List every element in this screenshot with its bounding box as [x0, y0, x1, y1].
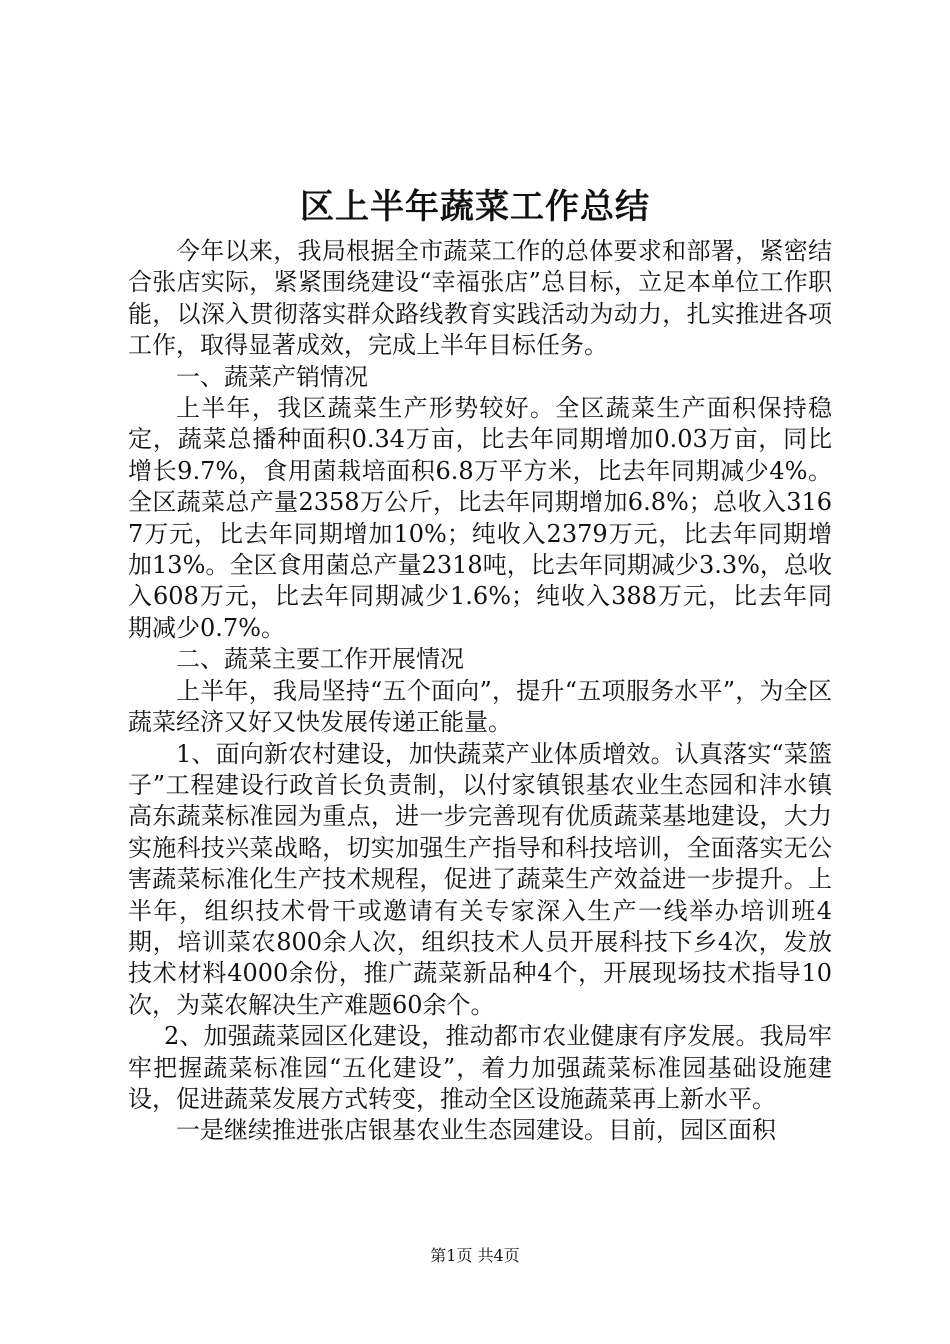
page-footer: 第1页 共4页 — [430, 1246, 520, 1265]
intro-paragraph: 今年以来，我局根据全市蔬菜工作的总体要求和部署，紧密结合张店实际，紧紧围绕建设“幸福张店”总目标，立足本单位工作职能，以深入贯彻落实群众路线教育实践活动为动力，扎实推进各项工作，取得显著成效，完成上半年目标任务。 — [128, 237, 832, 360]
item-2-sub-1-paragraph: 一是继续推进张店银基农业生态园建设。目前，园区面积 — [176, 1116, 776, 1145]
section-heading-work: 二、蔬菜主要工作开展情况 — [176, 645, 464, 674]
item-2-paragraph: 2、加强蔬菜园区化建设，推动都市农业健康有序发展。我局牢牢把握蔬菜标准园“五化建设”，着力加强蔬菜标准园基础设施建设，促进蔬菜发展方式转变，推动全区设施蔬菜再上新水平。 — [128, 1022, 832, 1113]
document-title: 区上半年蔬菜工作总结 — [300, 187, 650, 227]
item-1-paragraph: 1、面向新农村建设，加快蔬菜产业体质增效。认真落实“菜篮子”工程建设行政首长负责制，以付家镇银基农业生态园和沣水镇高东蔬菜标准园为重点，进一步完善现有优质蔬菜基地建设，大力实施科技兴菜战略，切实加强生产指导和科技培训，全面落实无公害蔬菜标准化生产技术规程，促进了蔬菜生产效益进一步提升。上半年，组织技术骨干或邀请有关专家深入生产一线举办培训班4期，培训菜农800余人次，组织技术人员开展科技下乡4次，发放技术材料4000余份，推广蔬菜新品种4个，开展现场技术指导10次，为菜农解决生产难题60余个。 — [128, 739, 832, 1019]
sales-paragraph: 上半年，我区蔬菜生产形势较好。全区蔬菜生产面积保持稳定，蔬菜总播种面积0.34万亩，比去年同期增加0.03万亩，同比增长9.7%，食用菌栽培面积6.8万平方米，比去年同期减少4%。全区蔬菜总产量2358万公斤，比去年同期增加6.8%；总收入3167万元，比去年同期增加10%；纯收入2379万元，比去年同期增加13%。全区食用菌总产量2318吨，比去年同期减少3.3%，总收入608万元，比去年同期减少1.6%；纯收入388万元，比去年同期减少0.7%。 — [128, 394, 832, 642]
document-body — [128, 236, 832, 1147]
section-heading-sales: 一、蔬菜产销情况 — [176, 362, 368, 391]
work-summary-paragraph: 上半年，我局坚持“五个面向”，提升“五项服务水平”，为全区蔬菜经济又好又快发展传递正能量。 — [128, 676, 832, 737]
